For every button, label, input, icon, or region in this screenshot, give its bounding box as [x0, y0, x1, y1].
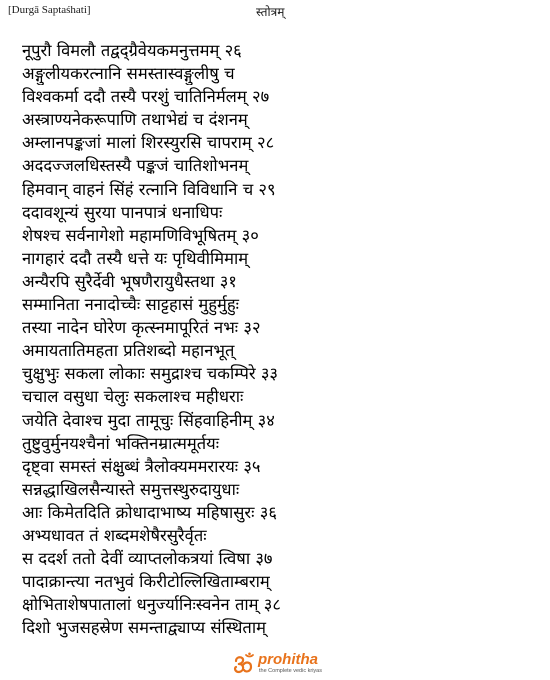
verse-line: चुक्षुभुः सकला लोकाः समुद्राश्च चकम्पिरे ३३: [22, 364, 279, 384]
verse-line: अङ्गुलीयकरत्नानि समस्तास्वङ्गुलीषु च: [22, 64, 235, 84]
verse-line: दृष्ट्वा समस्तं संक्षुब्धं त्रैलोक्यममरारयः ३५: [22, 456, 261, 476]
verse-line: सम्मानिता ननादोच्चैः साट्टहासं मुहुर्मुहुः: [22, 295, 240, 315]
page-header: [8, 4, 542, 20]
verse-line: तस्या नादेन घोरेण कृत्स्नमापूरितं नभः ३२: [22, 318, 261, 338]
verse-line: अन्यैरपि सुरैर्देवी भूषणैरायुधैस्तथा ३१: [22, 271, 237, 291]
verse-line: सन्नद्धाखिलसैन्यास्ते समुत्तस्थुरुदायुधाः: [22, 479, 240, 499]
section-title: स्तोत्रम्: [256, 5, 285, 19]
book-title: [Durgā Saptaśhati]: [8, 4, 91, 16]
logo-tagline: the Complete vedic kriyas: [259, 668, 322, 674]
om-icon: [232, 652, 256, 676]
verse-line: अददज्जलधिस्तस्यै पङ्कजं चातिशोभनम्: [22, 156, 249, 176]
prohitha-logo: [232, 652, 342, 678]
verse-line: दिशो भुजसहस्रेण समन्ताद्व्याप्य संस्थिताम्: [22, 618, 266, 638]
verse-line: नागहारं ददौ तस्यै धत्ते यः पृथिवीमिमाम्: [22, 248, 249, 268]
verse-line: स ददर्श ततो देवीं व्याप्तलोकत्रयां त्विषा ३७: [22, 549, 273, 569]
verse-line: ददावशून्यं सुरया पानपात्रं धनाधिपः: [22, 202, 223, 222]
verse-line: चचाल वसुधा चेलुः सकलाश्च महीधराः: [22, 387, 244, 407]
verse-line: नूपुरौ विमलौ तद्वद्‌ग्रैवेयकमनुत्तमम् २६: [22, 41, 242, 60]
verse-line: हिमवान् वाहनं सिंहं रत्नानि विविधानि च २९: [22, 179, 276, 199]
verse-line: अम्लानपङ्कजां मालां शिरस्युरसि चापराम् २८: [22, 133, 275, 153]
verse-line: विश्वकर्मा ददौ तस्यै परशुं चातिनिर्मलम् २७: [22, 87, 270, 107]
verse-line: जयेति देवाश्च मुदा तामूचुः सिंहवाहिनीम् ३४: [22, 410, 275, 430]
verse-line: पादाक्रान्त्या नतभुवं किरीटोल्लिखिताम्बराम्: [22, 572, 270, 592]
verse-line: आः किमेतदिति क्रोधादाभाष्य महिषासुरः ३६: [22, 502, 277, 522]
verse-list: [22, 39, 542, 639]
verse-line: शेषश्च सर्वनागेशो महामणिविभूषितम् ३०: [22, 225, 259, 245]
verse-line: अस्त्राण्यनेकरूपाणि तथाभेद्यं च दंशनम्: [22, 110, 248, 130]
verse-line: अमायतातिमहता प्रतिशब्दो महानभूत्: [22, 341, 235, 361]
verse-line: अभ्यधावत तं शब्दमशेषैरसुरैर्वृतः: [22, 525, 207, 545]
verse-line: क्षोभिताशेषपातालां धनुर्ज्यानिःस्वनेन ताम् ३८: [22, 595, 281, 615]
logo-wordmark: prohitha: [258, 651, 318, 668]
verse-line: तुष्टुवुर्मुनयश्चैनां भक्तिनम्रात्ममूर्तयः: [22, 433, 220, 453]
